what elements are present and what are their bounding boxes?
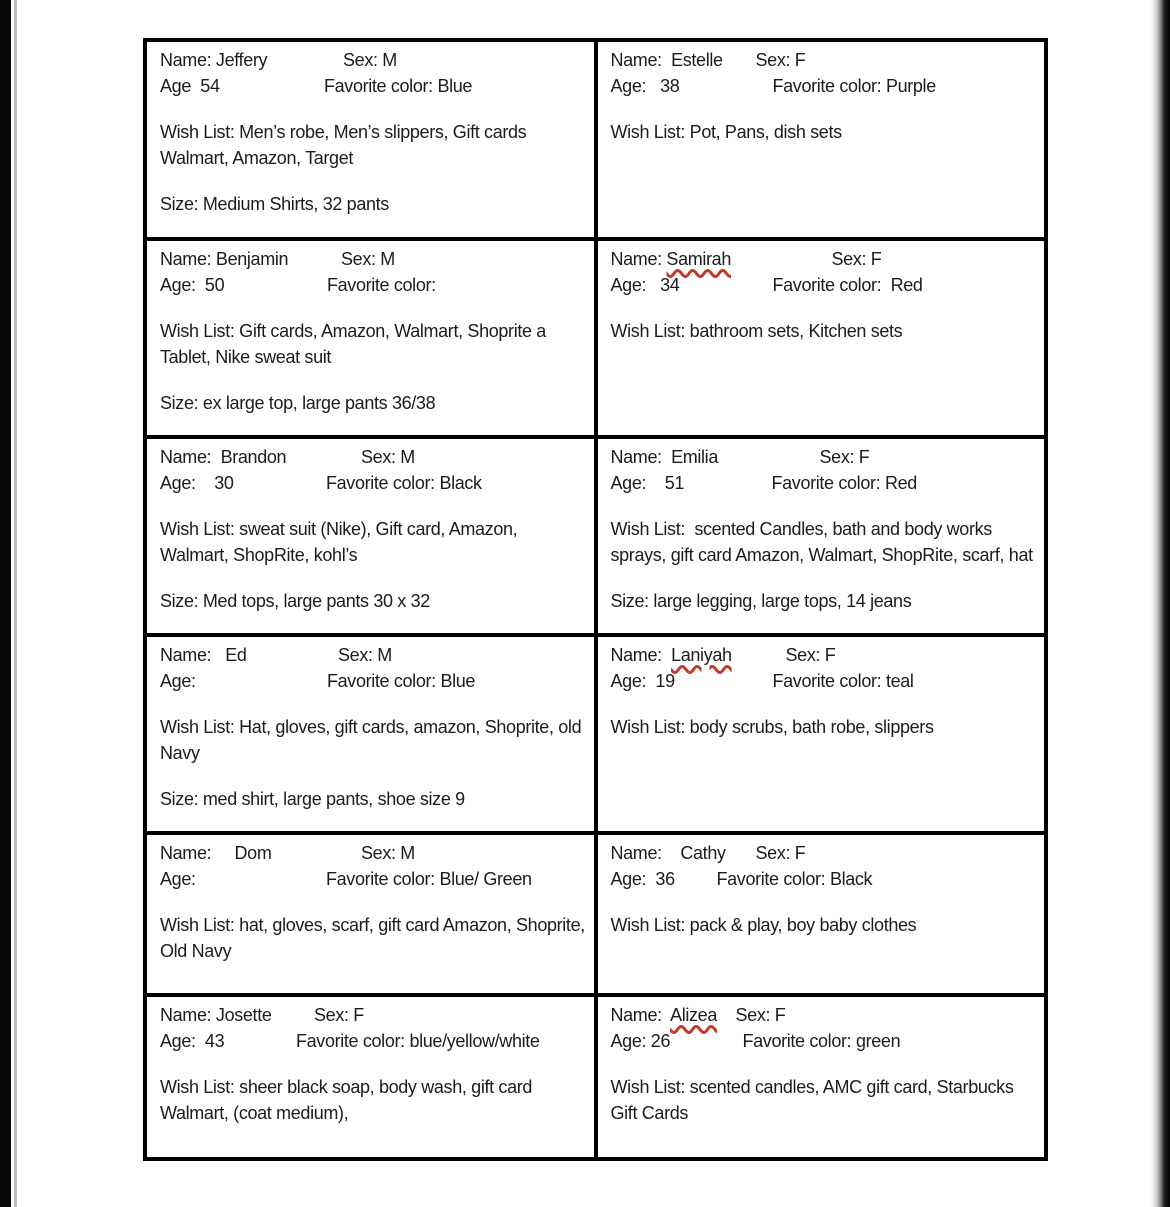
favorite-color-label: Favorite color: Blue (324, 76, 473, 96)
wishlist-cell (145, 995, 596, 1159)
wish-list-text: Wish List: pack & play, boy baby clothes (610, 915, 917, 935)
age-color-line (611, 866, 1039, 892)
blank-line (160, 298, 588, 318)
wishlist-row (145, 635, 1046, 833)
sex-label: Sex: F (831, 249, 882, 269)
name-label: Name: (160, 447, 221, 467)
name-value: Samirah (666, 249, 731, 269)
age-color-line (160, 470, 588, 496)
blank-line (160, 766, 588, 786)
age-label: Age: 26 (610, 1031, 671, 1051)
age-label: Age: (160, 671, 196, 691)
name-sex-line (160, 47, 588, 73)
blank-line (611, 694, 1039, 714)
screen-left-edge-bar (0, 0, 11, 1207)
name-label: Name: (160, 843, 235, 863)
wish-list-text: Wish List: sheer black soap, body wash, gift card Walmart, (coat medium), (160, 1077, 537, 1123)
favorite-color-label: Favorite color: Blue/ Green (326, 869, 532, 889)
age-label: Age: 34 (610, 275, 680, 295)
name-label: Name: (610, 645, 672, 665)
wishlist-cell (596, 995, 1047, 1159)
blank-line (160, 694, 588, 714)
name-value: Estelle (671, 50, 723, 70)
wish-list-text: Wish List: Pot, Pans, dish sets (610, 122, 842, 142)
sex-label: Sex: F (735, 1005, 786, 1025)
wishlist-cell (596, 833, 1047, 995)
size-text: Size: med shirt, large pants, shoe size 9 (160, 789, 465, 809)
wishlist-table (143, 38, 1048, 1161)
blank-line (611, 344, 1039, 364)
blank-line (160, 568, 588, 588)
favorite-color-label: Favorite color: Purple (772, 76, 936, 96)
blank-line (160, 1126, 588, 1146)
favorite-color-label: Favorite color: teal (772, 671, 914, 691)
wish-list-text: Wish List: Gift cards, Amazon, Walmart, Shoprite a Tablet, Nike sweat suit (160, 321, 551, 367)
favorite-color-label: Favorite color: Black (326, 473, 482, 493)
age-color-line (160, 1028, 588, 1054)
name-value: Benjamin (215, 249, 289, 269)
name-sex-line (611, 840, 1039, 866)
wishlist-row (145, 437, 1046, 635)
age-color-line (611, 272, 1039, 298)
blank-line (160, 964, 588, 984)
blank-line (160, 1054, 588, 1074)
name-sex-line (611, 246, 1039, 272)
sex-label: Sex: M (338, 645, 392, 665)
age-color-line (160, 668, 588, 694)
name-sex-line (160, 642, 588, 668)
blank-line (611, 298, 1039, 318)
age-label: Age: (160, 869, 196, 889)
age-color-line (611, 1028, 1039, 1054)
name-label: Name: (160, 1005, 216, 1025)
blank-line (611, 892, 1039, 912)
sex-label: Sex: F (314, 1005, 364, 1025)
name-label: Name: (610, 249, 667, 269)
age-color-line (611, 73, 1039, 99)
wish-list-text: Wish List: hat, gloves, scarf, gift card Amazon, Shoprite, Old Navy (160, 915, 590, 961)
blank-line (611, 740, 1039, 760)
sex-label: Sex: M (343, 50, 397, 70)
blank-line (611, 1126, 1039, 1146)
blank-line (611, 145, 1039, 165)
size-text: Size: ex large top, large pants 36/38 (160, 393, 436, 413)
sex-label: Sex: M (361, 843, 415, 863)
age-label: Age: 30 (160, 473, 234, 493)
name-label: Name: (160, 645, 226, 665)
age-label: Age 54 (160, 76, 220, 96)
wishlist-cell (145, 635, 596, 833)
name-sex-line (611, 444, 1039, 470)
age-label: Age: 19 (610, 671, 675, 691)
name-value: Josette (215, 1005, 272, 1025)
name-sex-line (160, 246, 588, 272)
sex-label: Sex: F (755, 50, 806, 70)
wish-list-text: Wish List: body scrubs, bath robe, slippers (610, 717, 934, 737)
age-label: Age: 36 (610, 869, 675, 889)
favorite-color-label: Favorite color: Red (771, 473, 917, 493)
blank-line (160, 370, 588, 390)
name-label: Name: (160, 50, 216, 70)
size-text: Size: large legging, large tops, 14 jeans (610, 591, 912, 611)
name-sex-line (611, 1002, 1039, 1028)
name-value: Laniyah (671, 645, 732, 665)
blank-line (611, 496, 1039, 516)
page-margin-line (14, 0, 17, 1207)
blank-line (611, 1054, 1039, 1074)
name-value: Alizea (670, 1005, 718, 1025)
favorite-color-label: Favorite color: blue/yellow/white (296, 1031, 540, 1051)
favorite-color-label: Favorite color: Blue (327, 671, 476, 691)
wish-list-text: Wish List: Men’s robe, Men’s slippers, Gift cards Walmart, Amazon, Target (160, 122, 531, 168)
wishlist-row (145, 833, 1046, 995)
wishlist-cell (145, 833, 596, 995)
age-label: Age: 38 (610, 76, 680, 96)
wishlist-cell (145, 40, 596, 239)
name-sex-line (160, 840, 588, 866)
wishlist-cell (596, 635, 1047, 833)
wish-list-text: Wish List: scented Candles, bath and body works sprays, gift card Amazon, Walmart, ShopRite, scarf, hat (610, 519, 1033, 565)
wishlist-cell (596, 437, 1047, 635)
age-color-line (160, 73, 588, 99)
wish-list-text: Wish List: Hat, gloves, gift cards, amazon, Shoprite, old Navy (160, 717, 586, 763)
wish-list-text: Wish List: bathroom sets, Kitchen sets (610, 321, 903, 341)
name-value: Ed (225, 645, 247, 665)
blank-line (160, 171, 588, 191)
name-value: Brandon (220, 447, 287, 467)
blank-line (160, 496, 588, 516)
size-text: Size: Medium Shirts, 32 pants (160, 194, 389, 214)
wishlist-cell (596, 239, 1047, 437)
blank-line (611, 938, 1039, 958)
wishlist-cell (145, 437, 596, 635)
wish-list-text: Wish List: scented candles, AMC gift card, Starbucks Gift Cards (610, 1077, 1019, 1123)
blank-line (611, 99, 1039, 119)
name-value: Cathy (680, 843, 726, 863)
blank-line (160, 892, 588, 912)
age-color-line (160, 272, 588, 298)
wishlist-row (145, 239, 1046, 437)
size-text: Size: Med tops, large pants 30 x 32 (160, 591, 430, 611)
name-label: Name: (610, 50, 672, 70)
name-sex-line (611, 642, 1039, 668)
age-color-line (160, 866, 588, 892)
name-sex-line (160, 444, 588, 470)
age-label: Age: 43 (160, 1031, 225, 1051)
name-label: Name: (610, 843, 681, 863)
wishlist-cell (596, 40, 1047, 239)
name-value: Jeffery (215, 50, 268, 70)
age-color-line (611, 668, 1039, 694)
wishlist-cell (145, 239, 596, 437)
wishlist-table-body (145, 40, 1046, 1159)
age-color-line (611, 470, 1039, 496)
sex-label: Sex: F (755, 843, 806, 863)
name-value: Dom (234, 843, 272, 863)
sex-label: Sex: M (341, 249, 395, 269)
name-label: Name: (610, 447, 672, 467)
name-value: Emilia (671, 447, 718, 467)
favorite-color-label: Favorite color: Black (716, 869, 873, 889)
favorite-color-label: Favorite color: (327, 275, 436, 295)
screen-right-edge-bar (1151, 0, 1170, 1207)
name-sex-line (611, 47, 1039, 73)
favorite-color-label: Favorite color: green (742, 1031, 901, 1051)
sex-label: Sex: M (361, 447, 415, 467)
blank-line (160, 99, 588, 119)
blank-line (611, 568, 1039, 588)
age-label: Age: 50 (160, 275, 225, 295)
age-label: Age: 51 (610, 473, 685, 493)
sex-label: Sex: F (785, 645, 836, 665)
name-sex-line (160, 1002, 588, 1028)
wishlist-row (145, 995, 1046, 1159)
sex-label: Sex: F (819, 447, 870, 467)
wish-list-text: Wish List: sweat suit (Nike), Gift card, Amazon, Walmart, ShopRite, kohl’s (160, 519, 522, 565)
favorite-color-label: Favorite color: Red (772, 275, 923, 295)
name-label: Name: (160, 249, 216, 269)
wishlist-row (145, 40, 1046, 239)
name-label: Name: (610, 1005, 671, 1025)
